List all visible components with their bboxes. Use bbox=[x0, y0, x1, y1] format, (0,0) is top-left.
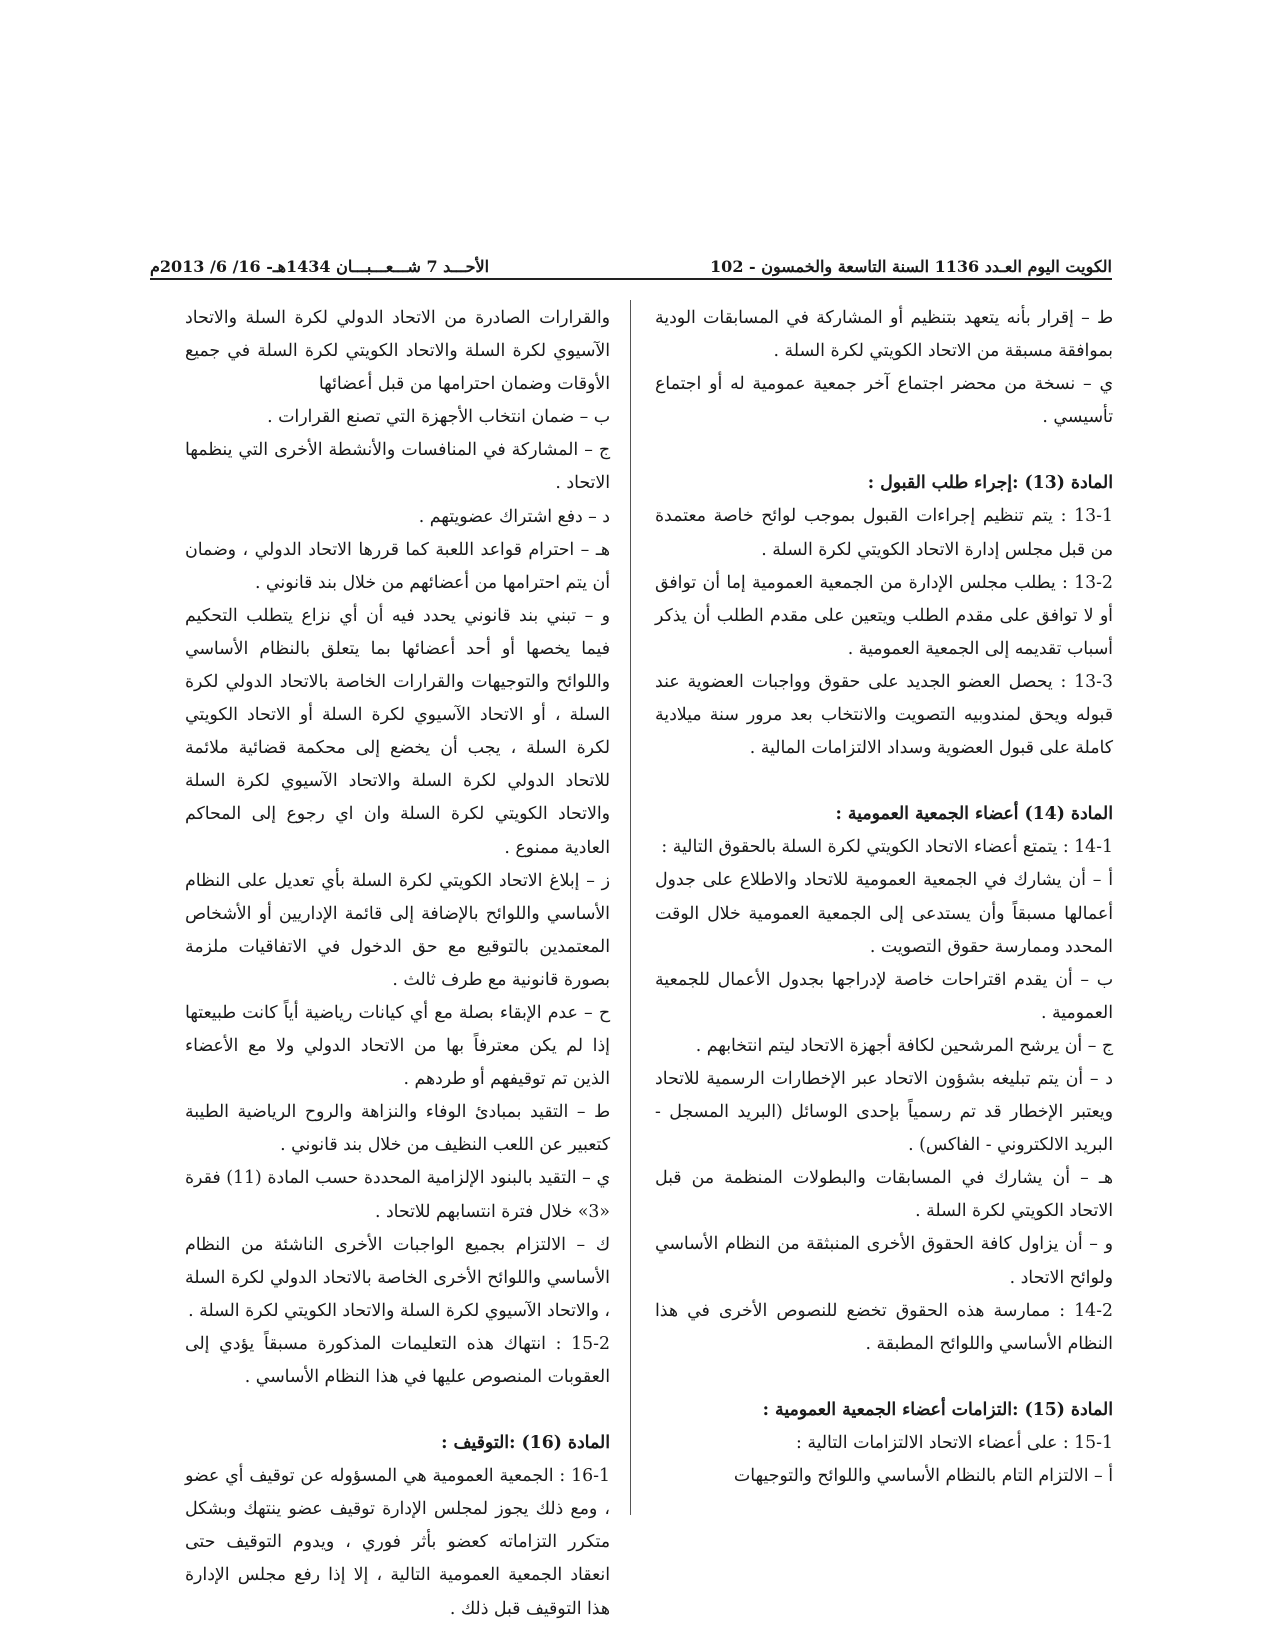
left-column bbox=[185, 302, 610, 1626]
paragraph: ب – ضمان انتخاب الأجهزة التي تصنع القرارات . bbox=[267, 407, 610, 428]
paragraph: ي – نسخة من محضر اجتماع آخر جمعية عمومية له أو اجتماع تأسيسي . bbox=[655, 374, 1113, 428]
paragraph: د – دفع اشتراك عضويتهم . bbox=[418, 506, 610, 527]
paragraph: 13-1 : يتم تنظيم إجراءات القبول بموجب لوائح خاصة معتمدة من قبل مجلس إدارة الاتحاد الكويتي لكرة السلة . bbox=[655, 506, 1113, 560]
paragraph: و – أن يزاول كافة الحقوق الأخرى المنبثقة من النظام الأساسي ولوائح الاتحاد . bbox=[655, 1234, 1113, 1288]
paragraph: ج – أن يرشح المرشحين لكافة أجهزة الاتحاد ليتم انتخابهم . bbox=[695, 1035, 1113, 1056]
paragraph: ب – أن يقدم اقتراحات خاصة لإدراجها بجدول الأعمال للجمعية العمومية . bbox=[655, 969, 1113, 1023]
paragraph: 14-2 : ممارسة هذه الحقوق تخضع للنصوص الأخرى في هذا النظام الأساسي واللوائح المطبقة . bbox=[655, 1300, 1113, 1354]
paragraph: 13-3 : يحصل العضو الجديد على حقوق وواجبات العضوية عند قبوله ويحق لمندوبيه التصويت والانتخاب بعد مرور سنة ميلادية كاملة على قبول العضوية وسداد الالتزامات المالية . bbox=[655, 671, 1113, 759]
article-heading: المادة (15) :التزامات أعضاء الجمعية العمومية : bbox=[762, 1399, 1113, 1420]
paragraph: ج – المشاركة في المنافسات والأنشطة الأخرى التي ينظمها الاتحاد . bbox=[185, 440, 610, 494]
paragraph: هـ – احترام قواعد اللعبة كما قررها الاتحاد الدولي ، وضمان أن يتم احترامها من أعضائهم من خلال بند قانوني . bbox=[185, 539, 610, 593]
paragraph: 15-2 : انتهاك هذه التعليمات المذكورة مسبقاً يؤدي إلى العقوبات المنصوص عليها في هذا النظام الأساسي . bbox=[185, 1333, 610, 1387]
paragraph: هـ – أن يشارك في المسابقات والبطولات المنظمة من قبل الاتحاد الكويتي لكرة السلة . bbox=[655, 1168, 1113, 1222]
column-divider bbox=[630, 300, 631, 1515]
paragraph: 16-1 : الجمعية العمومية هي المسؤوله عن توقيف أي عضو ، ومع ذلك يجوز لمجلس الإدارة توقيف عضو ينتهك وبشكل متكرر التزاماته كعضو بأثر فوري ، ويدوم التوقيف حتى انعقاد الجمعية العمومية التالية ، إلا إذا رفع مجلس الإدارة هذا التوقيف قبل ذلك . bbox=[185, 1466, 610, 1619]
article-heading: المادة (14) أعضاء الجمعية العمومية : bbox=[835, 804, 1113, 825]
paragraph: د – أن يتم تبليغه بشؤون الاتحاد عبر الإخطارات الرسمية للاتحاد ويعتبر الإخطار قد تم رسمياً بإحدى الوسائل (البريد المسجل - البريد الالكتروني - الفاكس) . bbox=[655, 1068, 1113, 1156]
paragraph: ح – عدم الإبقاء بصلة مع أي كيانات رياضية أياً كانت طبيعتها إذا لم يكن معترفاً بها من الاتحاد الدولي ولا مع الأعضاء الذين تم توقيفهم أو طردهم . bbox=[185, 1002, 610, 1090]
right-column bbox=[655, 302, 1113, 1493]
paragraph: ط – التقيد بمبادئ الوفاء والنزاهة والروح الرياضية الطيبة كتعبير عن اللعب النظيف من خلال بند قانوني . bbox=[185, 1102, 610, 1156]
section-gap bbox=[655, 765, 1113, 798]
paragraph: ك – الالتزام بجميع الواجبات الأخرى الناشئة من النظام الأساسي واللوائح الأخرى الخاصة بالاتحاد الدولي لكرة السلة ، والاتحاد الآسيوي لكرة السلة والاتحاد الكويتي لكرة السلة . bbox=[185, 1234, 610, 1321]
paragraph: ط – إقرار بأنه يتعهد بتنظيم أو المشاركة في المسابقات الودية بموافقة مسبقة من الاتحاد الكويتي لكرة السلة . bbox=[655, 308, 1113, 362]
article-heading: المادة (16) :التوقيف : bbox=[441, 1433, 610, 1454]
paragraph: 14-1 : يتمتع أعضاء الاتحاد الكويتي لكرة السلة بالحقوق التالية : bbox=[661, 837, 1113, 858]
paragraph: ز – إبلاغ الاتحاد الكويتي لكرة السلة بأي تعديل على النظام الأساسي واللوائح بالإضافة إلى قائمة الإداريين أو الأشخاص المعتمدين بالتوقيع مع حق الدخول في الاتفاقيات ملزمة بصورة قانونية مع طرف ثالث . bbox=[185, 870, 610, 990]
paragraph: أ – الالتزام التام بالنظام الأساسي واللوائح والتوجيهات bbox=[733, 1466, 1113, 1486]
article-heading: المادة (13) :إجراء طلب القبول : bbox=[867, 473, 1113, 494]
paragraph: 15-1 : على أعضاء الاتحاد الالتزامات التالية : bbox=[796, 1432, 1113, 1453]
paragraph: أ – أن يشارك في الجمعية العمومية للاتحاد والاطلاع على جدول أعمالها مسبقاً وأن يستدعى إلى الجمعية العمومية خلال الوقت المحدد وممارسة حقوق التصويت . bbox=[655, 870, 1113, 957]
paragraph: 13-2 : يطلب مجلس الإدارة من الجمعية العمومية إما أن توافق أو لا توافق على مقدم الطلب ويتعين على مقدم الطلب أن يذكر أسباب تقديمه إلى الجمعية العمومية . bbox=[655, 572, 1113, 659]
paragraph: والقرارات الصادرة من الاتحاد الدولي لكرة السلة والاتحاد الآسيوي لكرة السلة والاتحاد الكويتي لكرة السلة في جميع الأوقات وضمان احترامها من قبل أعضائها bbox=[185, 308, 610, 395]
paragraph: و – تبني بند قانوني يحدد فيه أن أي نزاع يتطلب التحكيم فيما يخصها أو أحد أعضائها بما يتعلق بالنظام الأساسي واللوائح والتوجيهات والقرارات الخاصة بالاتحاد الدولي لكرة السلة ، أو الاتحاد الآسيوي لكرة السلة أو الاتحاد الكويتي لكرة السلة ، يجب أن يخضع إلى محكمة قضائية ملائمة للاتحاد الدولي لكرة السلة والاتحاد الآسيوي لكرة السلة والاتحاد الكويتي لكرة السلة وان اي رجوع إلى المحاكم العادية ممنوع . bbox=[185, 605, 610, 858]
section-gap bbox=[185, 1394, 610, 1427]
paragraph: ي – التقيد بالبنود الإلزامية المحددة حسب المادة (11) فقرة «3» خلال فترة انتسابهم للاتحاد . bbox=[185, 1168, 611, 1222]
section-gap bbox=[655, 434, 1113, 467]
page-header bbox=[150, 244, 1112, 276]
header-rule bbox=[150, 278, 1112, 280]
section-gap bbox=[655, 1361, 1113, 1394]
header-date: الأحـــد 7 شـــعـــبـــان 1434هـ- 16/ 6/ 2013م bbox=[150, 257, 490, 276]
header-issue-info: الكويت اليوم العـدد 1136 السنة التاسعة والخمسون - 102 bbox=[710, 257, 1112, 276]
